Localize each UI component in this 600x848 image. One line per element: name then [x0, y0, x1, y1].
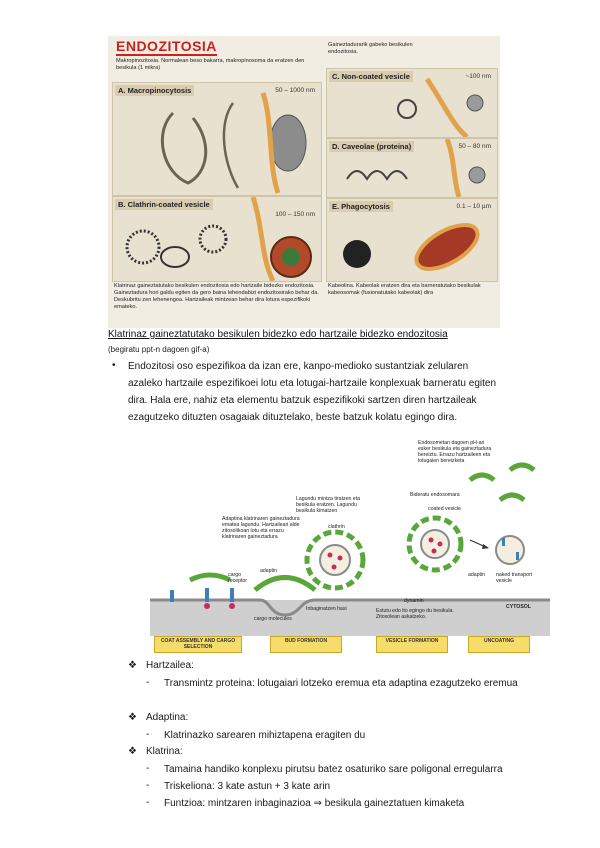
intro-right: Gaineztadurarik gabeko besikulen endozitosia.	[328, 42, 413, 55]
section-subheading: (begiratu ppt-n dagoen gif-a)	[108, 345, 210, 354]
panel-size: 100 – 150 nm	[275, 211, 315, 218]
label-coated-vesicle: coated vesicle	[428, 506, 461, 512]
label-clathrin: clathrin	[328, 524, 345, 530]
panel-title: D. Caveolae (proteina)	[329, 141, 414, 152]
clathrin-micrograph	[113, 197, 321, 281]
label-inbaginatzen: Inbaginatzen hasi	[306, 606, 347, 612]
caption-left: Klatrinaz gaineztatutako besikulen endozitosia edo hartzaile bidezko endozitosia. Gaineztadura hori galdu egiten da gero baina lehendabizi endozitosirako behar da. Deskubritu zen lehenengoa. Hartzaileak mintzean behar dira lotura espezifikoki emateko.	[114, 283, 319, 310]
macropinocytosis-micrograph	[113, 83, 321, 195]
panel-macropinocytosis	[112, 82, 322, 196]
stage-uncoating: UNCOATING	[468, 636, 530, 653]
list-item: Tamaina handiko konplexu pirutsu batez osaturiko sare poligonal erregularra	[164, 764, 503, 775]
non-coated-micrograph	[327, 69, 497, 137]
section-heading: Klatrinaz gaineztatutako besikulen bidezko edo hartzaile bidezko endozitosia	[108, 329, 448, 340]
list-item: Klatrina:	[146, 746, 183, 757]
dash-bullet: -	[146, 763, 150, 774]
panel-non-coated	[326, 68, 498, 138]
intro-left: Makropinozitosia. Normalean beso bakarra, makropinosoma da eratzen den besikula (1 mikra)	[116, 58, 305, 71]
panel-size: ~100 nm	[465, 73, 491, 80]
diagram-drawing	[150, 440, 550, 652]
clathrin-endocytosis-diagram	[150, 440, 550, 652]
panel-caveolae	[326, 138, 498, 198]
dash-bullet: -	[146, 677, 150, 688]
panel-title: A. Macropinocytosis	[115, 85, 194, 96]
label-cargo-molecules: cargo molecules	[254, 616, 292, 622]
phagocytosis-micrograph	[327, 199, 497, 281]
label-bideratu: Bideratu endosomara	[410, 492, 460, 498]
diamond-bullet: ❖	[128, 660, 137, 671]
list-item: Adaptina:	[146, 712, 189, 723]
label-cargo-receptor: cargo receptor	[228, 572, 248, 584]
dash-bullet: -	[146, 780, 150, 791]
panel-title: E. Phagocytosis	[329, 201, 393, 212]
panel-title: B. Clathrin-coated vesicle	[115, 199, 213, 210]
label-adaptin-2: adaptin	[468, 572, 486, 578]
stage-coat-assembly: COAT ASSEMBLY AND CARGO SELECTION	[154, 636, 242, 653]
stage-vesicle-formation: VESICLE FORMATION	[376, 636, 448, 653]
label-cytosol: CYTOSOL	[506, 604, 531, 610]
label-naked-vesicle: naked transport vesicle	[496, 572, 533, 584]
panel-size: 50 – 1000 nm	[275, 87, 315, 94]
label-endosome: Endosometan dagoen pH-ari esker besikula eta gaineztadura bereiztu. Errazu hartzaileen eta lotugaien bereizketa	[418, 440, 492, 464]
panel-size: 0.1 – 10 µm	[456, 203, 491, 210]
figure-title: ENDOZITOSIA	[116, 38, 217, 54]
list-item: Klatrinazko sarearen mihiztapena eragiten du	[164, 730, 366, 741]
section-paragraph: Endozitosi oso espezifikoa da izan ere, kanpo-medioko sustantziak zelularen azaleko hartzaile espezifikoei lotu eta lotugai-hartzaile konplexuak barneratu egiten dira. Hala ere, nahiz eta elementu batzuk espezifikoki sartzen diren hartzaileak ezagutzeko dituzten osagaiak dituztelako, beste batzuk kolatu egingo dira.	[128, 361, 497, 423]
panel-title: C. Non-coated vesicle	[329, 71, 413, 82]
caption-right: Kabeolina. Kabeolak eratzen dira eta barneratutako besikulak kabeosomak (fusionatutako kabeolak) dira	[328, 283, 481, 296]
label-adaptin: adaptin	[260, 568, 278, 574]
label-dynamin: dynamin	[404, 598, 424, 604]
dash-bullet: -	[146, 797, 150, 808]
panel-clathrin-vesicle	[112, 196, 322, 282]
bullet-symbol: •	[112, 360, 116, 371]
endocytosis-figure	[108, 36, 500, 328]
label-adaptin-note: Adaptina klatrinaren gaineztadura ematea lagundu. Hartzaileari alde zitosolikoan lotu eta errazu klatrinaren gaineztadura	[222, 516, 300, 540]
stage-bud-formation: BUD FORMATION	[270, 636, 342, 653]
label-lagundu: Lagundu mintza tiratzen eta besikula eratzen. Lagundu besikula kimatzen	[296, 496, 361, 514]
diamond-bullet: ❖	[128, 712, 137, 723]
dash-bullet: -	[146, 729, 150, 740]
panel-phagocytosis	[326, 198, 498, 282]
caveolae-micrograph	[327, 139, 497, 197]
list-item: Transmintz proteina: lotugaiari lotzeko eremua eta adaptina ezagutzeko eremua	[164, 678, 518, 689]
panel-size: 50 – 80 nm	[458, 143, 491, 150]
list-item: Triskeliona: 3 kate astun + 3 kate arin	[164, 781, 331, 792]
diamond-bullet: ❖	[128, 746, 137, 757]
list-item: Funtzioa: mintzaren inbaginazioa ⇒ besikula gaineztatuen kimaketa	[164, 798, 465, 809]
list-item: Hartzailea:	[146, 660, 194, 671]
label-estutu: Estutu edo ito egingo du besikula. Zitosolean askatzeko.	[376, 608, 454, 620]
